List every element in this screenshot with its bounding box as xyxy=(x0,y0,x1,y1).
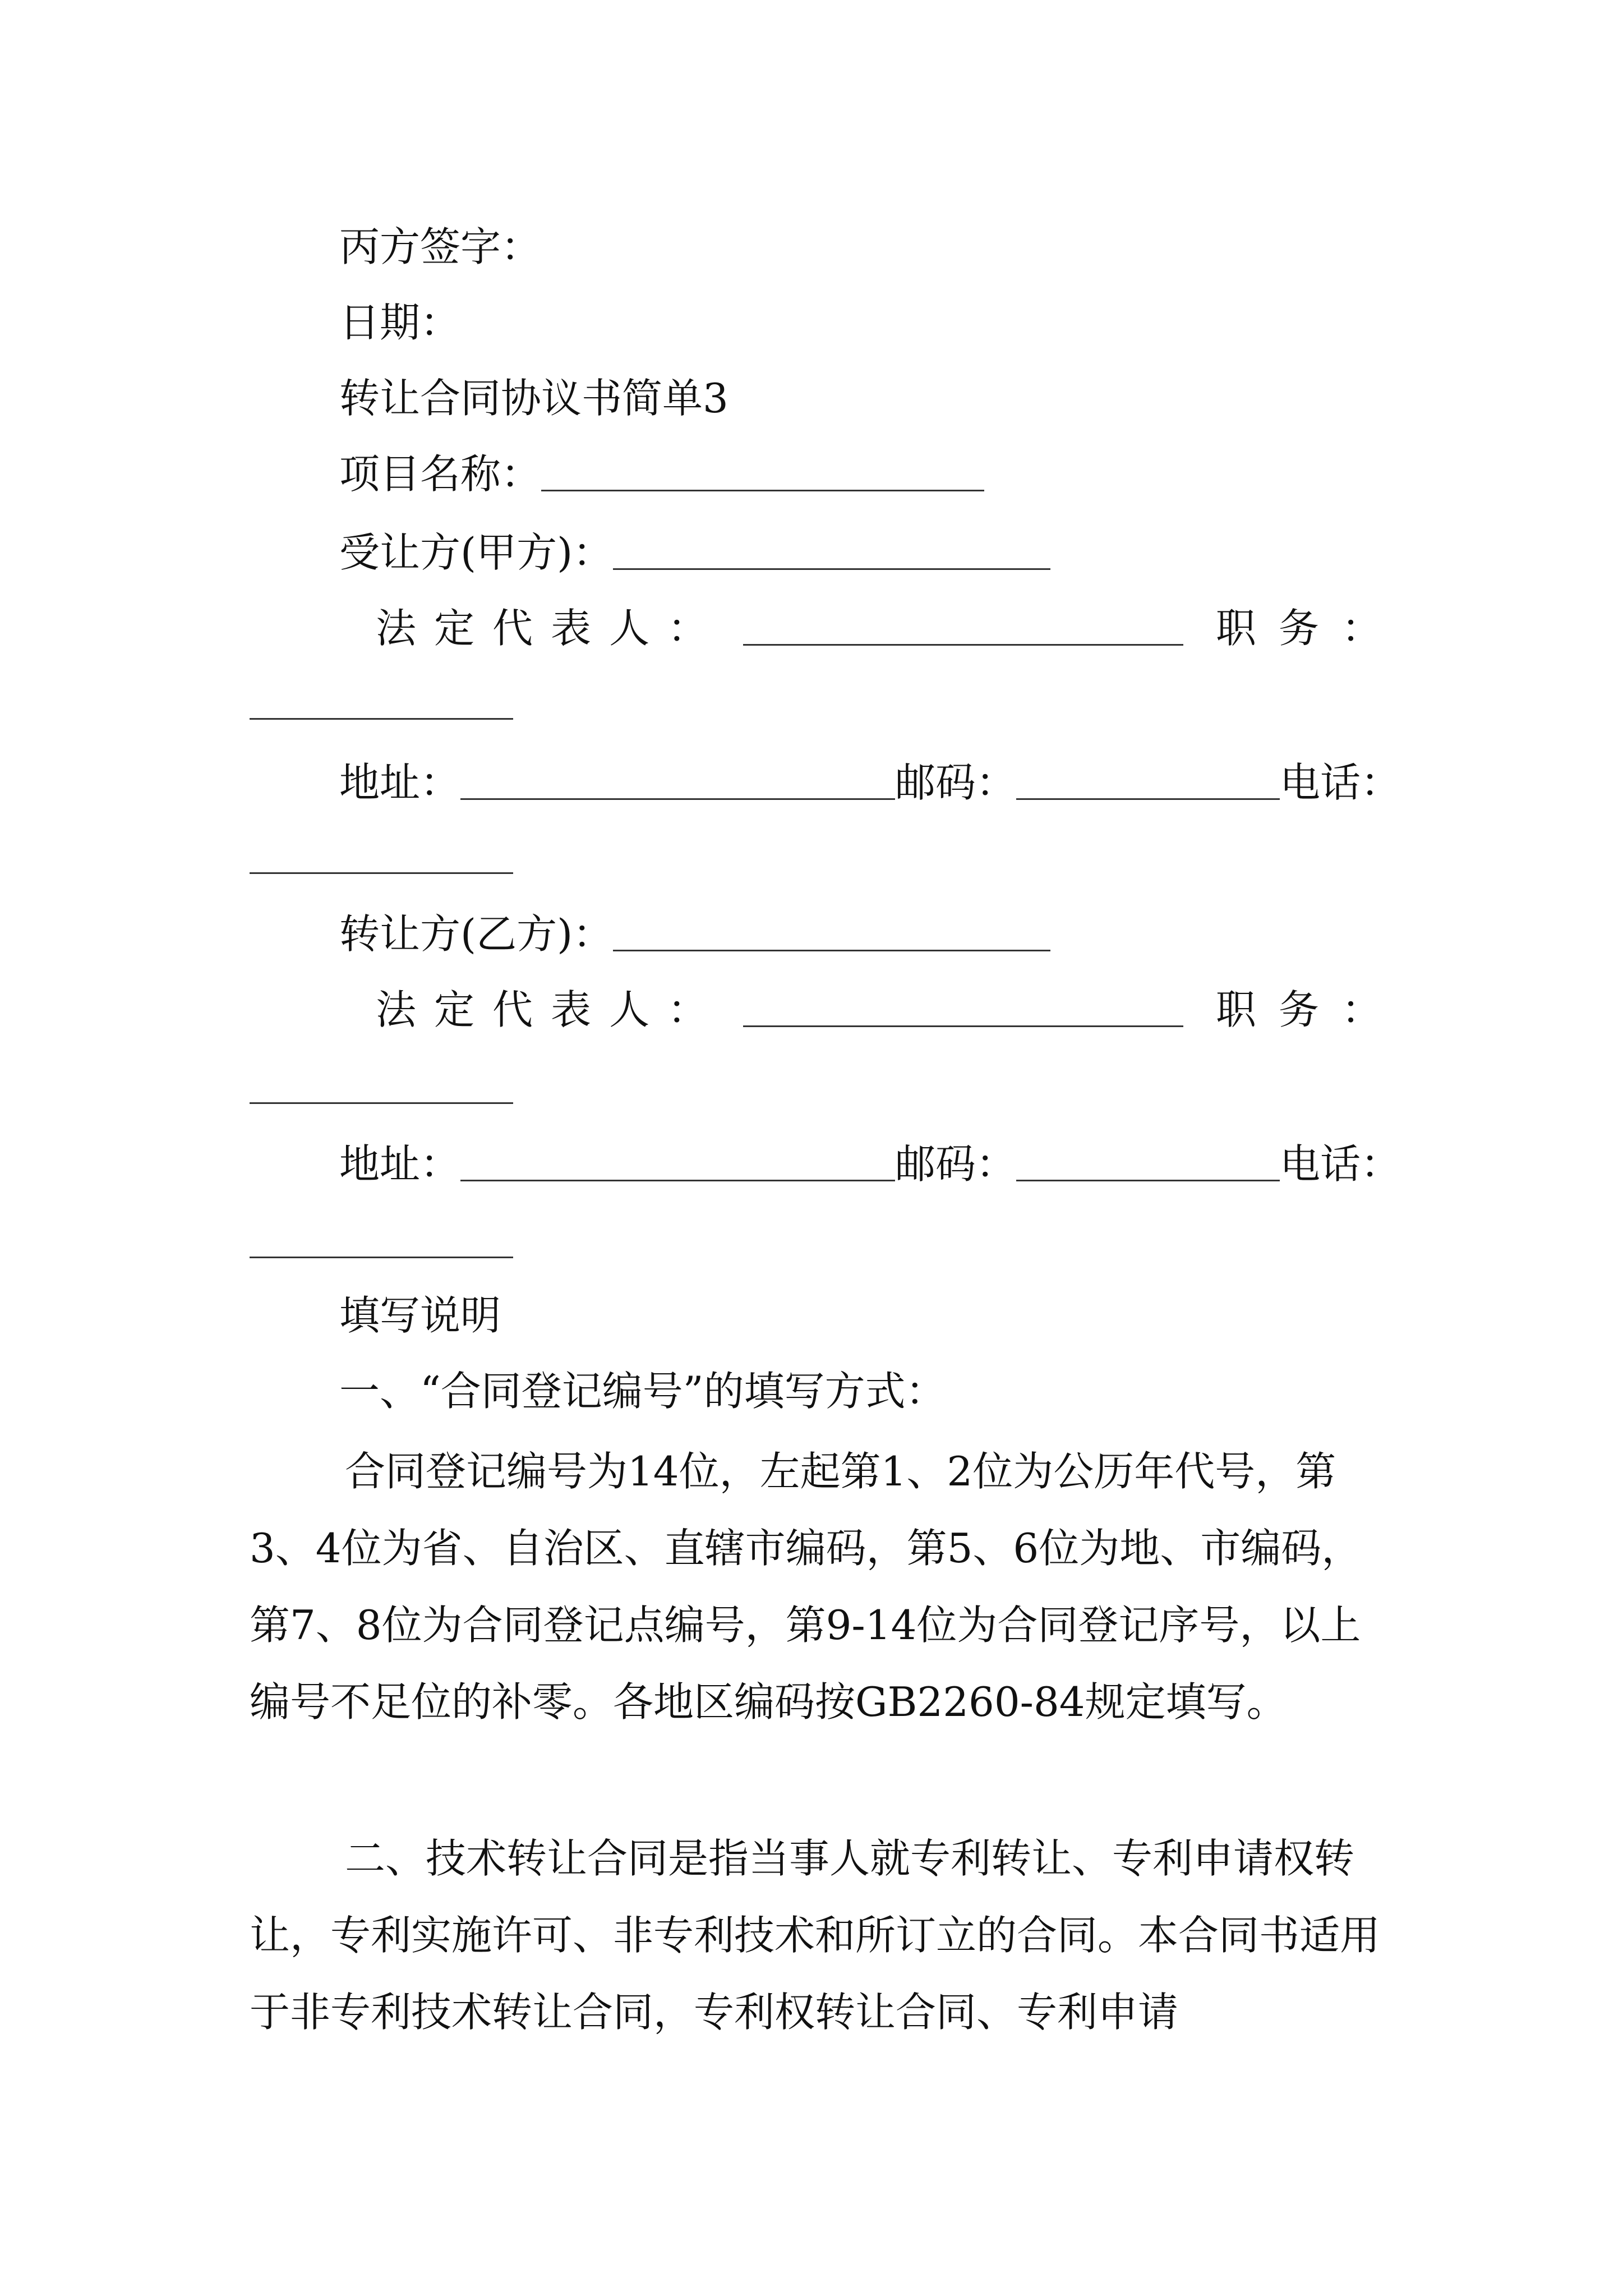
address-label-b: 地址： xyxy=(339,1140,461,1188)
position-char: ： xyxy=(1341,986,1382,1033)
postcode-blank-b[interactable] xyxy=(1016,1146,1280,1181)
document-title: 转让合同协议书简单3 xyxy=(339,375,728,422)
position-char: ： xyxy=(1341,605,1382,652)
legal-rep-char: 人 xyxy=(609,605,650,652)
position-char: 职 xyxy=(1215,986,1256,1033)
legal-rep-row-b xyxy=(376,984,1382,1035)
address-blank-b[interactable] xyxy=(460,1146,895,1181)
legal-rep-label-b xyxy=(376,986,739,1033)
legal-rep-char: 法 xyxy=(376,605,417,652)
assignee-blank[interactable] xyxy=(613,535,1050,570)
legal-rep-char: 表 xyxy=(551,605,592,652)
legal-rep-label-a xyxy=(376,605,739,652)
legal-rep-char: 表 xyxy=(551,986,592,1033)
position-char: 职 xyxy=(1215,605,1256,652)
legal-rep-blank-b[interactable] xyxy=(743,992,1183,1027)
assignor-row xyxy=(339,909,1050,959)
address-row-a xyxy=(339,757,1401,808)
phone-label-b: 电话： xyxy=(1280,1140,1401,1188)
phone-label-a: 电话： xyxy=(1280,759,1401,806)
party-c-signature-label: 丙方签字： xyxy=(339,223,542,270)
paragraph-registration-number: 合同登记编号为14位，左起第1、2位为公历年代号，第3、4位为省、自治区、直辖市编码，第5、6位为地、市编码，第7、8位为合同登记点编号，第9-14位为合同登记序号，以上编号不足位的补零。各地区编码按GB2260-84规定填写。 xyxy=(250,1448,1362,1726)
legal-rep-char: 定 xyxy=(434,605,475,652)
legal-rep-char: 代 xyxy=(492,605,533,652)
legal-rep-char: 法 xyxy=(376,986,417,1033)
phone-blank-a[interactable] xyxy=(250,872,513,874)
position-label-b xyxy=(1216,986,1382,1033)
section-1-heading: 一、“合同登记编号”的填写方式： xyxy=(339,1368,946,1415)
address-label-a: 地址： xyxy=(339,759,461,806)
assignee-label: 受让方(甲方)： xyxy=(339,529,614,576)
legal-rep-char: ： xyxy=(667,605,708,652)
legal-rep-char: 人 xyxy=(609,986,650,1033)
position-char: 务 xyxy=(1278,605,1319,652)
assignor-label: 转让方(乙方)： xyxy=(339,910,614,958)
address-row-b xyxy=(339,1139,1401,1189)
legal-rep-char: 定 xyxy=(434,986,475,1033)
project-name-row xyxy=(339,449,984,499)
legal-rep-char: ： xyxy=(667,986,708,1033)
project-name-label: 项目名称： xyxy=(339,450,542,498)
legal-rep-char: 代 xyxy=(492,986,533,1033)
address-blank-a[interactable] xyxy=(460,765,895,800)
postcode-blank-a[interactable] xyxy=(1016,765,1280,800)
instructions-heading: 填写说明 xyxy=(339,1292,501,1339)
paragraph-technology-transfer: 二、技术转让合同是指当事人就专利转让、专利申请权转让，专利实施许可、非专利技术和所订立的合同。本合同书适用于非专利技术转让合同，专利权转让合同、专利申请 xyxy=(250,1835,1381,2036)
project-name-blank[interactable] xyxy=(541,456,984,491)
legal-rep-row-a xyxy=(376,603,1382,654)
postcode-label-b: 邮码： xyxy=(895,1140,1017,1188)
assignee-row xyxy=(339,527,1050,578)
assignor-blank[interactable] xyxy=(613,916,1050,951)
legal-rep-blank-a[interactable] xyxy=(743,610,1183,646)
phone-blank-b[interactable] xyxy=(250,1257,513,1258)
position-char: 务 xyxy=(1278,986,1319,1033)
date-label: 日期： xyxy=(339,299,461,346)
position-label-a xyxy=(1216,605,1382,652)
position-blank-a[interactable] xyxy=(250,718,513,720)
postcode-label-a: 邮码： xyxy=(895,759,1017,806)
position-blank-b[interactable] xyxy=(250,1102,513,1104)
